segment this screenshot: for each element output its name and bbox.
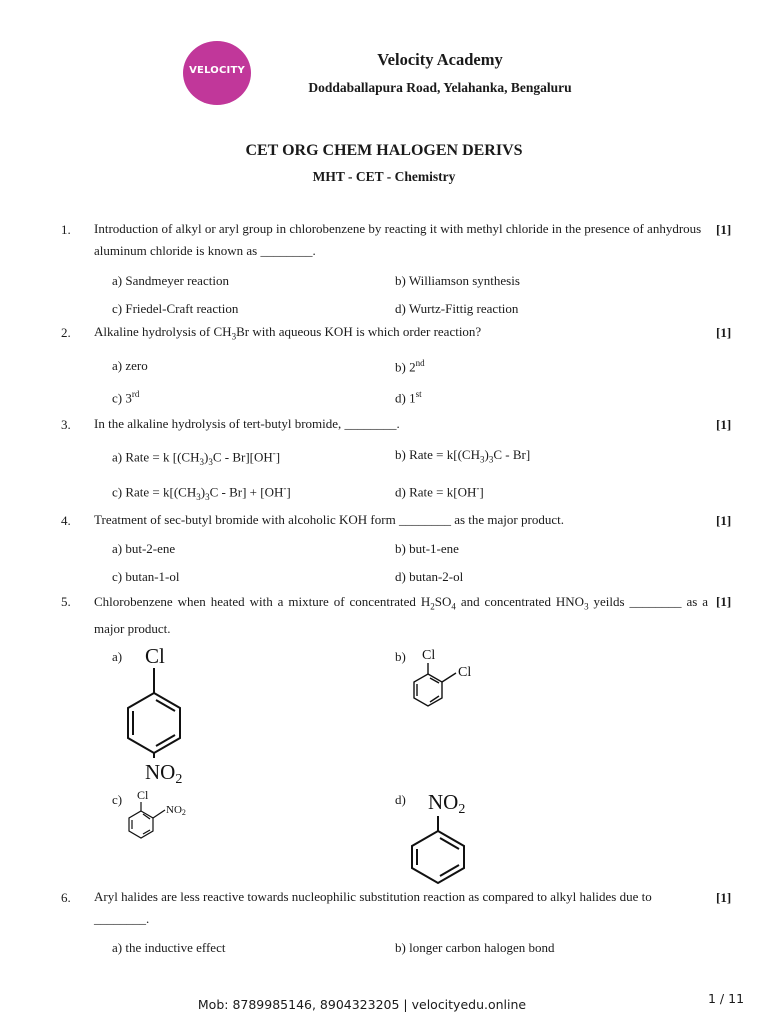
academy-address: Doddaballapura Road, Yelahanka, Bengaluru bbox=[308, 80, 572, 95]
question-marks: [1] bbox=[716, 594, 732, 609]
structure-label-no2: NO2 bbox=[166, 804, 186, 817]
question-text: Treatment of sec-butyl bromide with alcoholic KOH form ________ as the major product. bbox=[94, 512, 564, 527]
benzene-ring bbox=[129, 811, 153, 838]
question-marks: [1] bbox=[716, 325, 732, 340]
double-bond bbox=[440, 865, 459, 876]
benzene-ring bbox=[412, 831, 464, 883]
question-number: 2. bbox=[61, 325, 71, 340]
option-b[interactable]: b) Rate = $k[(CH_3)_3C - Br]$ bbox=[395, 447, 531, 465]
question-marks: [1] bbox=[716, 513, 732, 528]
question-number: 5. bbox=[61, 594, 71, 609]
option-b[interactable]: b) 2nd bbox=[395, 358, 425, 375]
option-d[interactable]: d) Wurtz-Fittig reaction bbox=[395, 301, 519, 316]
structure-label-no2: NO2 bbox=[145, 760, 183, 787]
academy-name: Velocity Academy bbox=[377, 50, 503, 69]
question-number: 1. bbox=[61, 222, 71, 237]
structure-nitrobenzene[interactable] bbox=[405, 786, 485, 886]
question-text: Alkaline hydrolysis of $CH_3Br$ with aqueous KOH is which order reaction? bbox=[94, 324, 482, 342]
option-b[interactable]: b) longer carbon halogen bond bbox=[395, 940, 555, 955]
question-number: 6. bbox=[61, 890, 71, 905]
option-b[interactable]: b) bbox=[395, 649, 406, 664]
option-b[interactable]: b) but-1-ene bbox=[395, 541, 459, 556]
document-subtitle: MHT - CET - Chemistry bbox=[312, 169, 456, 184]
question-text: In the alkaline hydrolysis of tert-butyl bromide, ________. bbox=[94, 416, 400, 431]
page-number: 1 / 11 bbox=[708, 991, 745, 1006]
question-marks: [1] bbox=[716, 222, 732, 237]
option-a[interactable]: a) but-2-ene bbox=[112, 541, 176, 556]
structure-label-no2: NO2 bbox=[428, 790, 466, 817]
question-text: Aryl halides are less reactive towards nucleophilic substitution reaction as compared to alkyl halides due to ________. bbox=[94, 889, 652, 926]
option-d[interactable]: d) bbox=[395, 792, 406, 807]
double-bond bbox=[440, 838, 459, 849]
option-a[interactable]: a) Rate = k $[(CH_3)_3C - Br][OH^-]$ bbox=[112, 448, 281, 467]
double-bond bbox=[156, 735, 175, 746]
question-text: Chlorobenzene when heated with a mixture of concentrated $H_2SO_4$ and concentrated $HNO_3$ yeilds ________ as a major product. bbox=[94, 594, 708, 636]
option-d[interactable]: d) Rate = k[OH-] bbox=[395, 483, 484, 500]
bond-line bbox=[442, 673, 456, 682]
structure-label-cl: Cl bbox=[145, 644, 165, 668]
option-a[interactable]: a) bbox=[112, 649, 123, 664]
question-marks: [1] bbox=[716, 417, 732, 432]
document-title: CET ORG CHEM HALOGEN DERIVS bbox=[245, 142, 523, 159]
option-a[interactable]: a) Sandmeyer reaction bbox=[112, 273, 229, 288]
option-d[interactable]: d) 1st bbox=[395, 389, 422, 406]
option-a[interactable]: a) the inductive effect bbox=[112, 940, 226, 955]
structure-label-cl: Cl bbox=[458, 665, 472, 680]
option-c[interactable]: c) Rate = $k[(CH_3)_3C - Br] + [OH^-]$ bbox=[112, 483, 291, 502]
bond-line bbox=[153, 810, 165, 818]
option-d[interactable]: d) butan-2-ol bbox=[395, 569, 464, 584]
option-b[interactable]: b) Williamson synthesis bbox=[395, 273, 520, 288]
benzene-ring bbox=[128, 693, 180, 753]
question-marks: [1] bbox=[716, 890, 732, 905]
structure-label-cl: Cl bbox=[422, 648, 436, 663]
structure-1-2-dichlorobenzene[interactable] bbox=[405, 644, 485, 710]
option-c[interactable]: c) Friedel-Craft reaction bbox=[112, 301, 239, 316]
question-text: Introduction of alkyl or aryl group in chlorobenzene by reacting it with methyl chloride in the presence of anhydrous aluminum chloride is known as ________. bbox=[94, 221, 702, 258]
benzene-ring bbox=[414, 674, 442, 706]
question-number: 4. bbox=[61, 513, 71, 528]
option-c[interactable]: c) butan-1-ol bbox=[112, 569, 180, 584]
structure-4-chloronitrobenzene[interactable] bbox=[118, 640, 208, 788]
double-bond bbox=[156, 700, 175, 711]
option-c[interactable]: c) 3rd bbox=[112, 389, 140, 406]
question-number: 3. bbox=[61, 417, 71, 432]
structure-2-chloronitrobenzene[interactable] bbox=[122, 786, 202, 842]
footer-contact: Mob: 8789985146, 8904323205 | velocityedu.online bbox=[197, 997, 527, 1012]
structure-label-cl: Cl bbox=[137, 788, 149, 802]
option-a[interactable]: a) zero bbox=[112, 358, 148, 373]
logo-text: VELOCITY bbox=[189, 65, 245, 76]
academy-logo bbox=[183, 41, 251, 105]
option-c[interactable]: c) bbox=[112, 792, 123, 807]
